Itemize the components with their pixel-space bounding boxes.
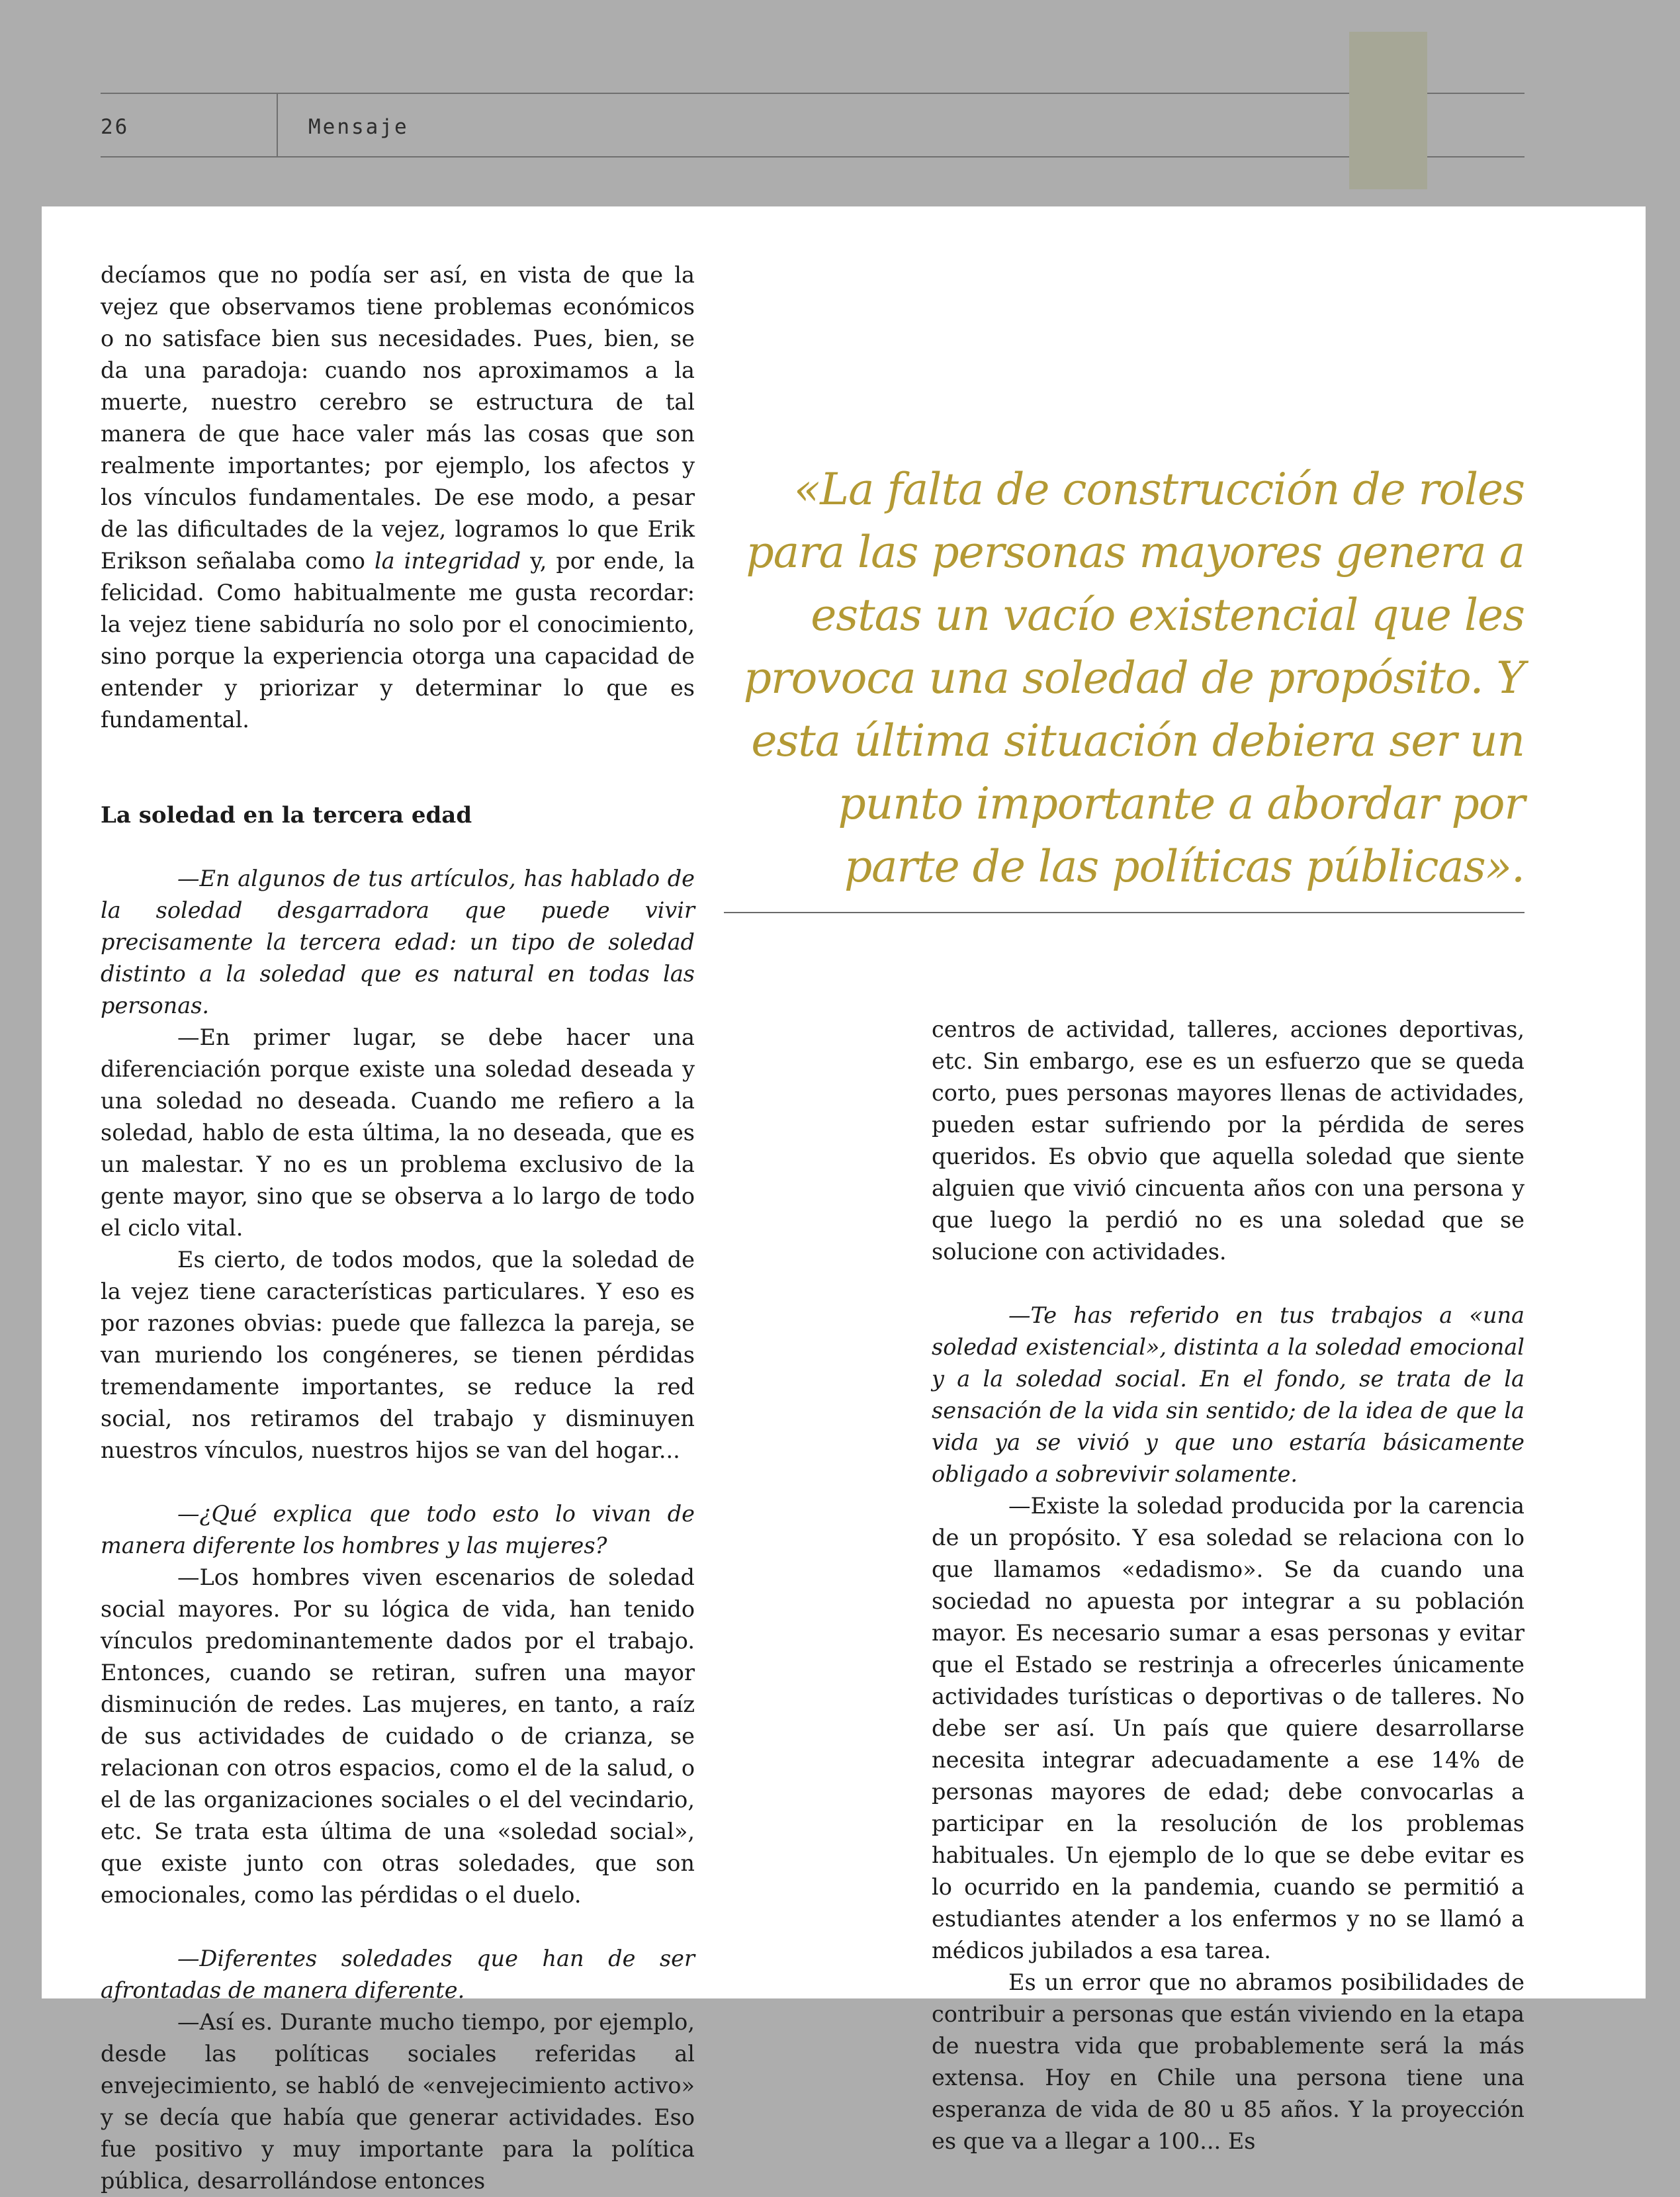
interview-answer: —Existe la soledad producida por la carencia de un propósito. Y esa soledad se relaciona con lo que llamamos «edadismo». Se da cuando una sociedad no apuesta por integrar a su población mayor. Es necesario sumar a esas personas y evitar que el Estado se restrinja a ofrecerles únicamente actividades turísticas o deportivas o de talleres. No debe ser así. Un país que quiere desarrollarse necesita integrar adecuadamente a ese 14% de personas mayores de edad; debe convocarlas a participar en la resolución de los problemas habituales. Un ejemplo de lo que se debe evitar es lo ocurrido en la pandemia, cuando se permitió a estudiantes atender a los enfermos y no se llamó a médicos jubilados a esa tarea.	[932, 1493, 1525, 1963]
interview-answer: —Así es. Durante mucho tiempo, por ejemplo, desde las políticas sociales referidas al envejecimiento, se habló de «envejecimiento activo» y se decía que había que generar actividades. Eso fue positivo y muy importante para la política pública, desarrollándose entonces	[101, 2009, 695, 2194]
section-heading: La soledad en la tercera edad	[101, 802, 472, 829]
paragraph: Es cierto, de todos modos, que la soledad de la vejez tiene características particulares. Y eso es por razones obvias: puede que fallezca la pareja, se van muriendo los congéneres, se tienen pérdidas tremendamente importantes, se reduce la red social, nos retiramos del trabajo y disminuyen nuestros vínculos, nuestros hijos se van del hogar...	[101, 1247, 695, 1463]
left-column	[101, 259, 695, 2197]
interview-answer: —Los hombres viven escenarios de soledad social mayores. Por su lógica de vida, han tenido vínculos predominantemente dados por el trabajo. Entonces, cuando se retiran, sufren una mayor disminución de redes. Las mujeres, en tanto, a raíz de sus actividades de cuidado o de crianza, se relacionan con otros espacios, como el de la salud, o el de las organizaciones sociales o el del vecindario, etc. Se trata esta última de una «soledad social», que existe junto con otras soledades, que son emocionales, como las pérdidas o el duelo.	[101, 1564, 695, 1908]
interview-question: —Te has referido en tus trabajos a «una soledad existencial», distinta a la soledad emocional y a la soledad social. En el fondo, se trata de la sensación de la vida sin sentido; de la idea de que la vida ya se vivió y que uno estaría básicamente obligado a sobrevivir solamente.	[932, 1302, 1525, 1487]
interview-question: —Diferentes soledades que han de ser afrontadas de manera diferente.	[101, 1946, 695, 2003]
emphasis: la integridad	[374, 548, 521, 574]
paragraph: centros de actividad, talleres, acciones deportivas, etc. Sin embargo, ese es un esfuerzo que se queda corto, pues personas mayores llenas de actividades, pueden estar sufriendo por la pérdida de seres queridos. Es obvio que aquella soledad que siente alguien que vivió cincuenta años con una persona y que luego la perdió no es una soledad que se solucione con actividades.	[932, 1016, 1525, 1265]
header-separator	[277, 93, 278, 156]
interview-answer: —En primer lugar, se debe hacer una diferenciación porque existe una soledad deseada y una soledad no deseada. Cuando me refiero a la soledad, hablo de esta última, la no deseada, que es un malestar. Y no es un problema exclusivo de la gente mayor, sino que se observa a lo largo de todo el ciclo vital.	[101, 1024, 695, 1241]
section-tab-marker	[1349, 32, 1427, 189]
interview-question: —En algunos de tus artículos, has hablado de la soledad desgarradora que puede vivir precisamente la tercera edad: un tipo de soledad distinto a la soledad que es natural en todas las personas.	[101, 866, 695, 1018]
section-title: Mensaje	[308, 115, 409, 139]
pull-quote: «La falta de construcción de roles para las personas mayores genera a estas un vacío existencial que les provoca una soledad de propósito. Y esta última situación debiera ser un punto importante a abordar por parte de las políticas públicas».	[743, 464, 1525, 892]
header-bottom-rule	[101, 156, 1525, 157]
right-column	[932, 1014, 1525, 2157]
interview-question: —¿Qué explica que todo esto lo vivan de manera diferente los hombres y las mujeres?	[101, 1501, 695, 1558]
pull-quote-rule	[724, 912, 1525, 913]
header-top-rule	[101, 93, 1525, 94]
paragraph: decíamos que no podía ser así, en vista de que la vejez que observamos tiene problemas económicos o no satisface bien sus necesidades. Pues, bien, se da una paradoja: cuando nos aproximamos a la muerte, nuestro cerebro se estructura de tal manera de que hace valer más las cosas que son realmente importantes; por ejemplo, los afectos y los vínculos fundamentales. De ese modo, a pesar de las dificultades de la vejez, logramos lo que Erik Erikson señalaba como la integridad y, por ende, la felicidad. Como habitualmente me gusta recordar: la vejez tiene sabiduría no solo por el conocimiento, sino porque la experiencia otorga una capacidad de entender y priorizar y determinar lo que es fundamental.	[101, 262, 695, 733]
paragraph: Es un error que no abramos posibilidades de contribuir a personas que están viviendo en la etapa de nuestra vida que probablemente será la más extensa. Hoy en Chile una persona tiene una esperanza de vida de 80 u 85 años. Y la proyección es que va a llegar a 100... Es	[932, 1969, 1525, 2154]
page-number: 26	[101, 115, 130, 139]
